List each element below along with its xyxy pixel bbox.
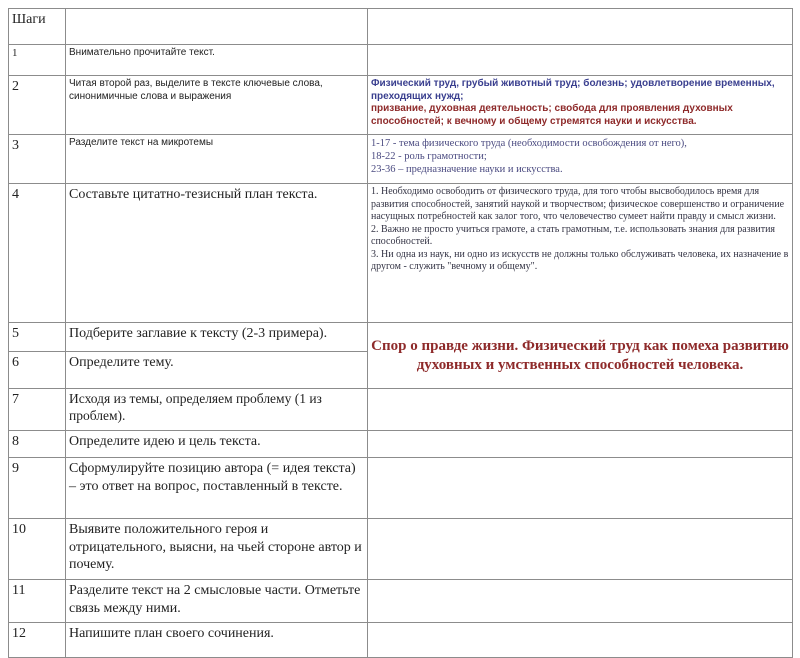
header-steps: Шаги [9,9,66,45]
table-row-2 [9,76,793,135]
step-text: Читая второй раз, выделите в тексте ключевые слова, синонимичные слова и выражения [66,76,368,135]
step-number: 1 [9,45,66,76]
step-number: 5 [9,323,66,352]
table-row-7 [9,389,793,431]
step-number: 3 [9,135,66,184]
table-row-12 [9,623,793,658]
steps-table [8,8,793,658]
step-text: Подберите заглавие к тексту (2-3 примера). [66,323,368,352]
step-text: Определите идею и цель текста. [66,431,368,458]
step-answer-empty [368,623,793,658]
microtheme-item: 1-17 - тема физического труда (необходимости освобождения от него), [371,138,687,149]
table-row-5 [9,323,793,352]
step-answer-empty [368,519,793,580]
header-row [9,9,793,45]
header-empty-2 [368,9,793,45]
step-text: Исходя из темы, определяем проблему (1 из проблем). [66,389,368,431]
plan-item: 2. Важно не просто учиться грамоте, а стать грамотным, т.е. использовать знания для развития способностей. [371,223,776,247]
step-text: Внимательно прочитайте текст. [66,45,368,76]
plan-item: 1. Необходимо освободить от физического труда, для того чтобы высвободилось время для развития способностей, занятий наукой и творчеством; физическое совершенство и ограничение насущных потребностей как залог того, что человечество сумеет найти правду и смысл жизни. [371,186,785,222]
step-text: Определите тему. [66,352,368,389]
step-number: 7 [9,389,66,431]
title-answer: Спор о правде жизни. Физический труд как помеха развитию духовных и умственных способностей человека. [368,323,793,389]
table-row-1 [9,45,793,76]
step-text: Выявите положительного героя и отрицательного, выясни, на чьей стороне автор и почему. [66,519,368,580]
keywords-answer [368,76,793,135]
table-row-11 [9,580,793,623]
header-empty-1 [66,9,368,45]
step-answer-empty [368,389,793,431]
step-text: Составьте цитатно-тезисный план текста. [66,184,368,323]
step-text: Напишите план своего сочинения. [66,623,368,658]
table-row-4 [9,184,793,323]
step-answer-empty [368,431,793,458]
step-number: 6 [9,352,66,389]
table-row-3 [9,135,793,184]
table-row-10 [9,519,793,580]
step-number: 9 [9,458,66,519]
steps-document [8,8,792,641]
step-answer-empty [368,458,793,519]
step-answer-empty [368,45,793,76]
step-number: 11 [9,580,66,623]
plan-answer [368,184,793,323]
step-number: 4 [9,184,66,323]
step-text: Сформулируйте позицию автора (= идея текста) – это ответ на вопрос, поставленный в тексте. [66,458,368,519]
table-row-8 [9,431,793,458]
step-number: 8 [9,431,66,458]
step-number: 12 [9,623,66,658]
step-number: 10 [9,519,66,580]
plan-item: 3. Ни одна из наук, ни одно из искусств не должны только обслуживать человека, их назначение в другом - служить "вечному и общему". [371,248,789,272]
step-answer-empty [368,580,793,623]
keywords-spiritual: призвание, духовная деятельность; свобода для проявления духовных способностей; к вечному и общему стремятся науки и искусства. [371,103,733,127]
microtheme-item: 23-36 – предназначение науки и искусства. [371,164,563,176]
step-number: 2 [9,76,66,135]
microthemes-answer [368,135,793,184]
microtheme-item: 18-22 - роль грамотности; [371,151,487,163]
step-text: Разделите текст на 2 смысловые части. Отметьте связь между ними. [66,580,368,623]
step-text: Разделите текст на микротемы [66,135,368,184]
table-row-9 [9,458,793,519]
keywords-physical: Физический труд, грубый животный труд; болезнь; удовлетворение временных, преходящих нужд; [371,78,775,102]
